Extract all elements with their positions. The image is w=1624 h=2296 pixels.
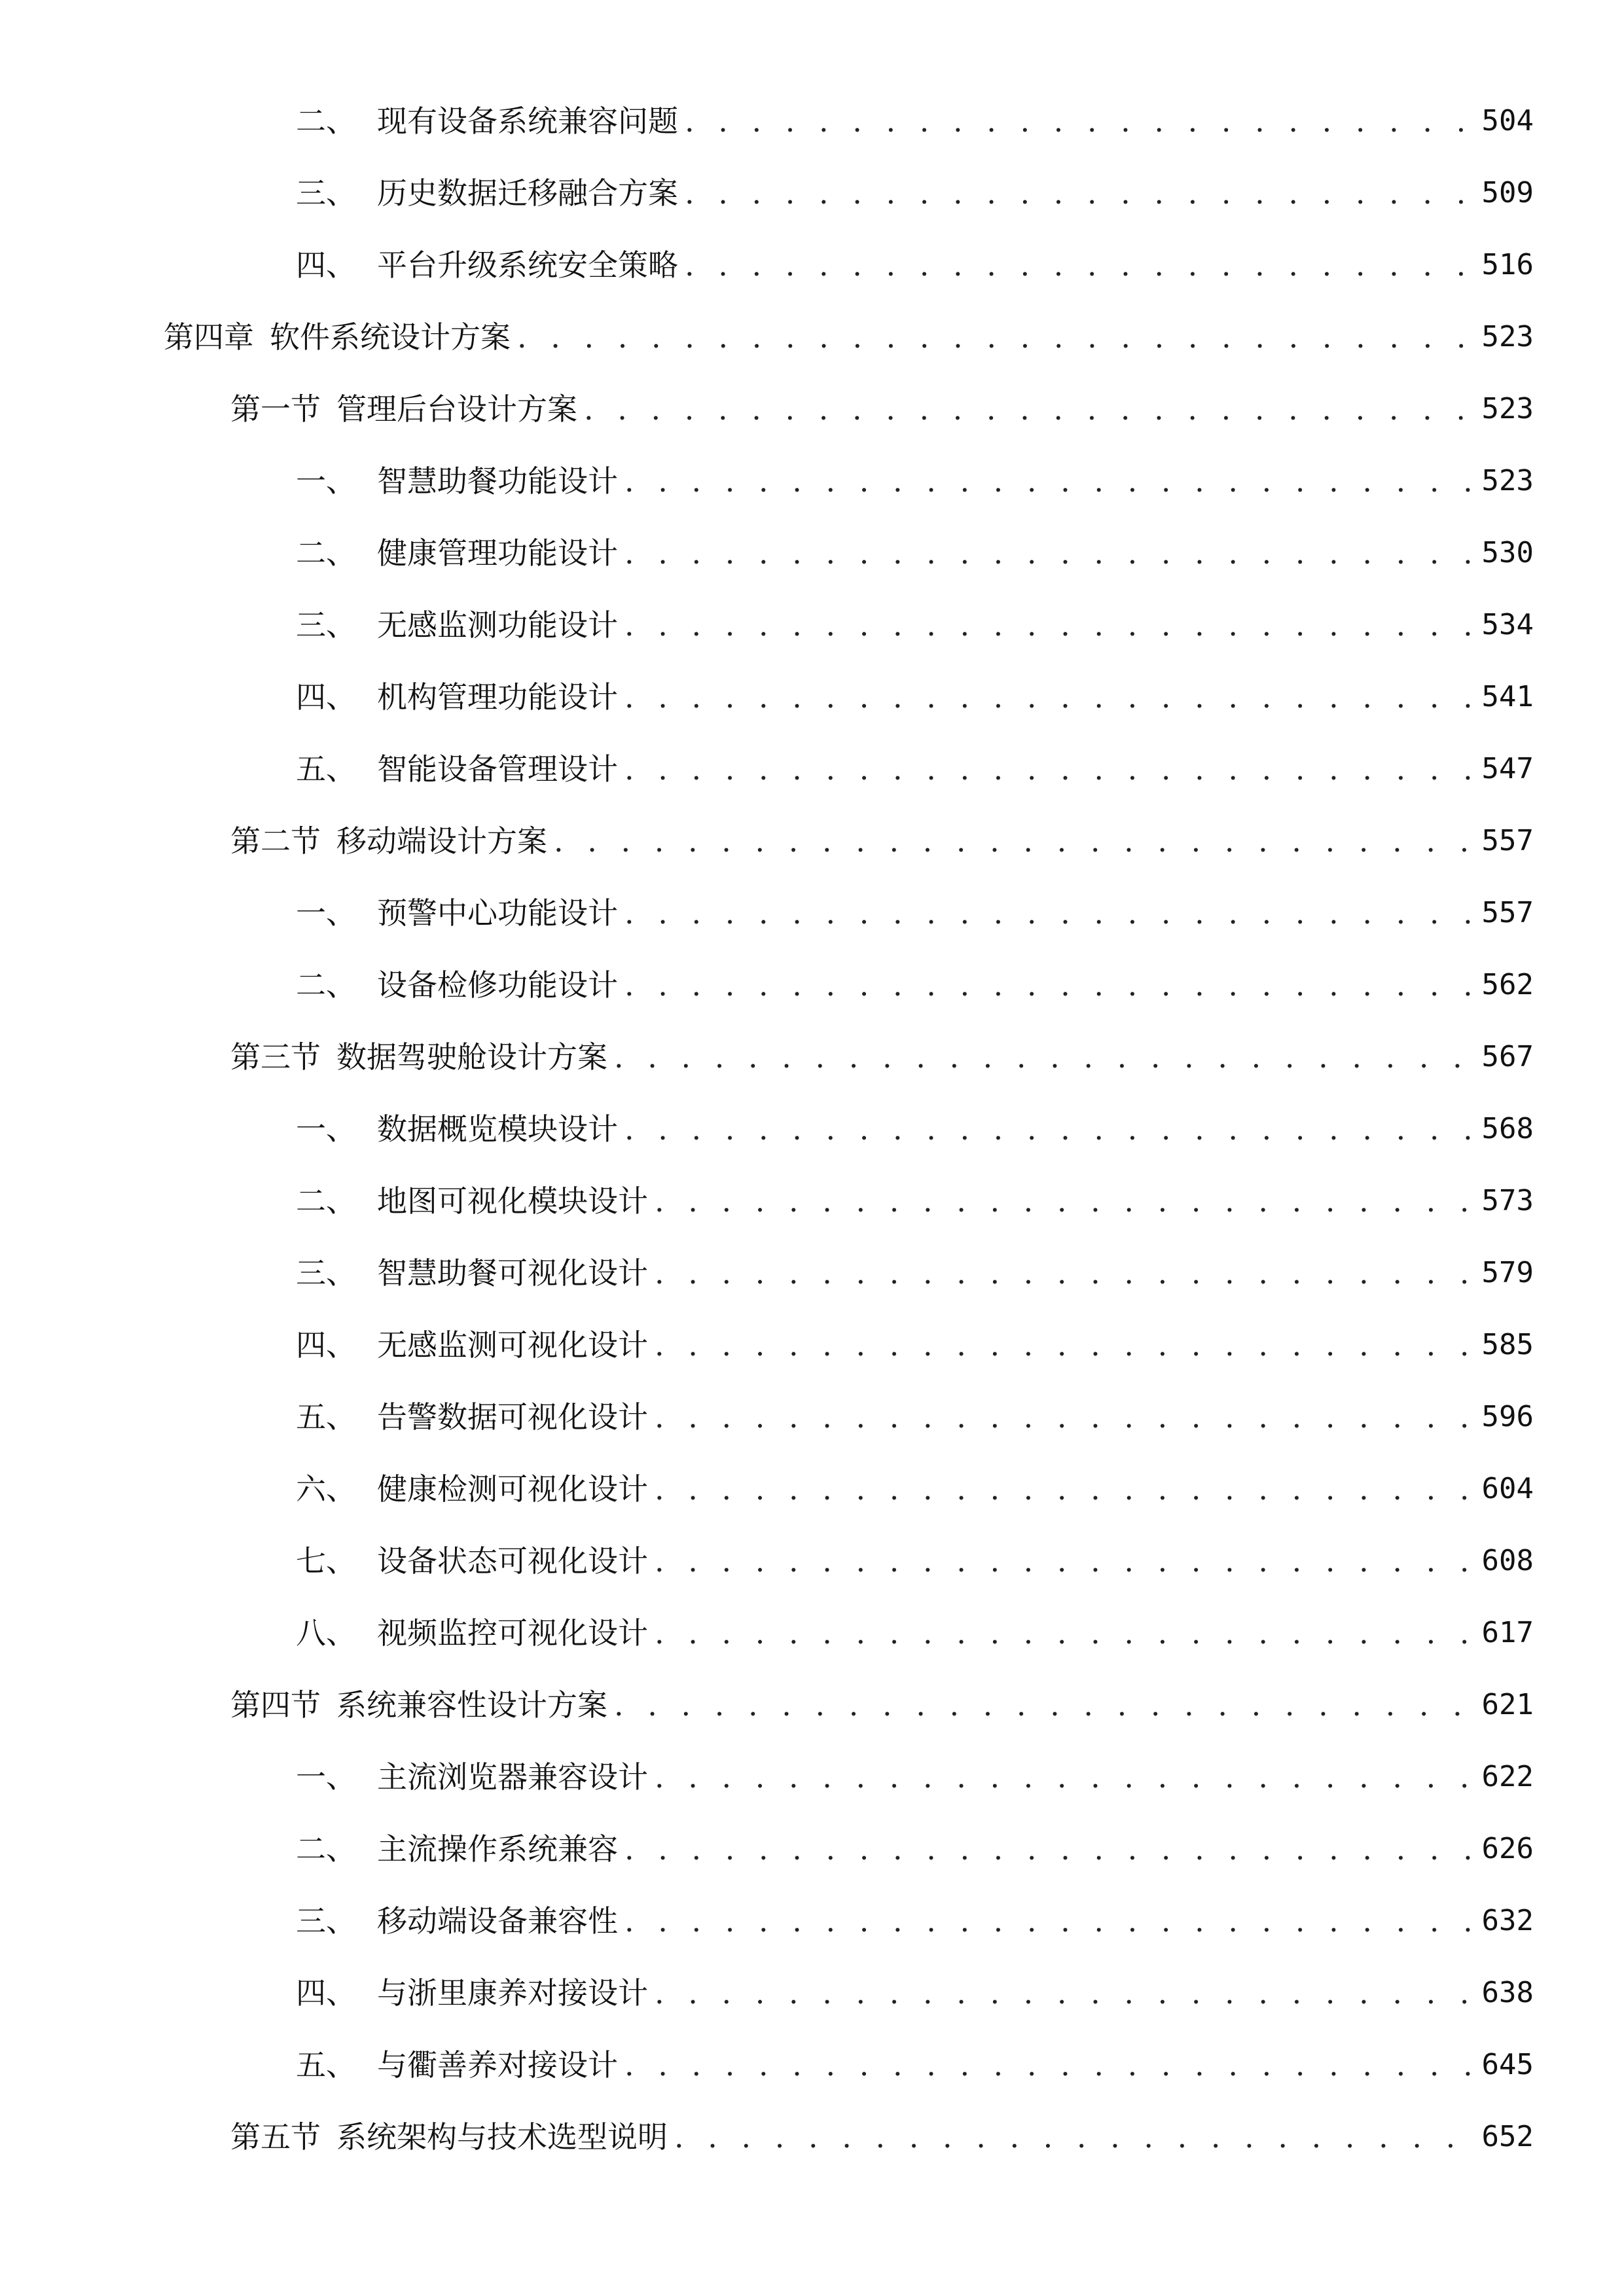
toc-entry-title: 历史数据迁移融合方案 bbox=[377, 175, 678, 211]
toc-entry-title: 管理后台设计方案 bbox=[336, 391, 577, 427]
toc-entry[interactable] bbox=[296, 2029, 1534, 2101]
dot-leader bbox=[655, 1237, 1475, 1309]
toc-section-entry[interactable] bbox=[230, 2101, 1534, 2173]
toc-entry-number: 三、 bbox=[296, 607, 356, 643]
toc-entry[interactable] bbox=[296, 877, 1534, 949]
toc-entry-page: 579 bbox=[1481, 1256, 1534, 1289]
toc-entry-page: 562 bbox=[1481, 968, 1534, 1001]
toc-entry-page: 523 bbox=[1481, 320, 1534, 353]
toc-entry[interactable] bbox=[296, 949, 1534, 1021]
toc-entry-title: 数据驾驶舱设计方案 bbox=[336, 1039, 607, 1075]
dot-leader bbox=[624, 733, 1475, 805]
toc-entry[interactable] bbox=[296, 445, 1534, 517]
dot-leader bbox=[624, 1093, 1475, 1165]
toc-entry-title: 健康管理功能设计 bbox=[377, 535, 618, 571]
toc-entry[interactable] bbox=[296, 733, 1534, 805]
dot-leader bbox=[655, 1309, 1475, 1381]
toc-entry[interactable] bbox=[296, 85, 1534, 157]
dot-leader bbox=[624, 949, 1475, 1021]
toc-entry-number: 一、 bbox=[296, 895, 356, 931]
toc-entry-title: 数据概览模块设计 bbox=[377, 1111, 618, 1147]
toc-entry-page: 547 bbox=[1481, 752, 1534, 785]
dot-leader bbox=[517, 301, 1475, 373]
toc-entry-number: 一、 bbox=[296, 1111, 356, 1147]
toc-entry-page: 504 bbox=[1481, 104, 1534, 137]
toc-entry-title: 主流操作系统兼容 bbox=[377, 1831, 618, 1867]
toc-entry-page: 557 bbox=[1481, 824, 1534, 857]
toc-entry-number: 四、 bbox=[296, 679, 356, 715]
toc-entry-number: 二、 bbox=[296, 1831, 356, 1867]
toc-entry[interactable] bbox=[296, 1741, 1534, 1813]
toc-entry-page: 567 bbox=[1481, 1040, 1534, 1073]
dot-leader bbox=[655, 1453, 1475, 1525]
dot-leader bbox=[584, 373, 1475, 445]
toc-entry[interactable] bbox=[296, 1813, 1534, 1885]
toc-entry-title: 系统兼容性设计方案 bbox=[336, 1687, 607, 1723]
toc-entry-number: 三、 bbox=[296, 1255, 356, 1291]
dot-leader bbox=[685, 85, 1475, 157]
toc-entry-number: 六、 bbox=[296, 1471, 356, 1507]
toc-entry[interactable] bbox=[296, 1597, 1534, 1669]
toc-entry-page: 523 bbox=[1481, 464, 1534, 497]
dot-leader bbox=[624, 1885, 1475, 1957]
toc-entry-number: 第一节 bbox=[230, 391, 321, 427]
toc-entry-page: 645 bbox=[1481, 2048, 1534, 2081]
toc-entry-page: 523 bbox=[1481, 392, 1534, 425]
toc-entry[interactable] bbox=[296, 1093, 1534, 1165]
dot-leader bbox=[655, 1525, 1475, 1597]
toc-entry[interactable] bbox=[296, 1525, 1534, 1597]
dot-leader bbox=[624, 445, 1475, 517]
toc-section-entry[interactable] bbox=[230, 1669, 1534, 1741]
toc-entry-title: 智慧助餐可视化设计 bbox=[377, 1255, 648, 1291]
toc-entry[interactable] bbox=[296, 1885, 1534, 1957]
toc-entry[interactable] bbox=[296, 1309, 1534, 1381]
toc-entry-number: 二、 bbox=[296, 967, 356, 1003]
toc-entry-number: 第五节 bbox=[230, 2119, 321, 2155]
toc-entry-title: 无感监测功能设计 bbox=[377, 607, 618, 643]
dot-leader bbox=[554, 805, 1475, 877]
toc-entry-title: 无感监测可视化设计 bbox=[377, 1327, 648, 1363]
toc-entry-title: 地图可视化模块设计 bbox=[377, 1183, 648, 1219]
toc-chapter-entry[interactable] bbox=[164, 301, 1534, 373]
toc-entry[interactable] bbox=[296, 661, 1534, 733]
toc-entry-number: 四、 bbox=[296, 1975, 356, 2011]
toc-section-entry[interactable] bbox=[230, 1021, 1534, 1093]
toc-entry-page: 638 bbox=[1481, 1976, 1534, 2009]
toc-entry-title: 设备检修功能设计 bbox=[377, 967, 618, 1003]
toc-entry-title: 设备状态可视化设计 bbox=[377, 1543, 648, 1579]
toc-entry-title: 智慧助餐功能设计 bbox=[377, 463, 618, 499]
toc-entry-page: 573 bbox=[1481, 1184, 1534, 1217]
dot-leader bbox=[655, 1957, 1475, 2029]
toc-entry-title: 移动端设计方案 bbox=[336, 823, 547, 859]
toc-entry-page: 617 bbox=[1481, 1616, 1534, 1649]
toc-entry-number: 三、 bbox=[296, 175, 356, 211]
toc-entry-number: 第四章 bbox=[164, 319, 254, 355]
toc-entry[interactable] bbox=[296, 229, 1534, 301]
toc-entry-title: 健康检测可视化设计 bbox=[377, 1471, 648, 1507]
toc-entry-page: 632 bbox=[1481, 1904, 1534, 1937]
toc-entry-number: 二、 bbox=[296, 103, 356, 139]
toc-entry-number: 五、 bbox=[296, 2047, 356, 2083]
toc-entry-number: 四、 bbox=[296, 247, 356, 283]
toc-entry-title: 预警中心功能设计 bbox=[377, 895, 618, 931]
toc-entry-title: 主流浏览器兼容设计 bbox=[377, 1759, 648, 1795]
toc-entry[interactable] bbox=[296, 1957, 1534, 2029]
dot-leader bbox=[674, 2101, 1475, 2173]
toc-entry-number: 第二节 bbox=[230, 823, 321, 859]
toc-entry-number: 七、 bbox=[296, 1543, 356, 1579]
toc-entry-page: 622 bbox=[1481, 1760, 1534, 1793]
toc-section-entry[interactable] bbox=[230, 373, 1534, 445]
toc-entry-page: 516 bbox=[1481, 248, 1534, 281]
dot-leader bbox=[624, 2029, 1475, 2101]
toc-entry-number: 二、 bbox=[296, 1183, 356, 1219]
dot-leader bbox=[685, 229, 1475, 301]
toc-entry-page: 568 bbox=[1481, 1112, 1534, 1145]
toc-entry-title: 告警数据可视化设计 bbox=[377, 1399, 648, 1435]
dot-leader bbox=[655, 1381, 1475, 1453]
toc-entry-title: 系统架构与技术选型说明 bbox=[336, 2119, 668, 2155]
toc-entry-page: 557 bbox=[1481, 896, 1534, 929]
toc-entry-title: 视频监控可视化设计 bbox=[377, 1615, 648, 1651]
toc-entry-page: 652 bbox=[1481, 2120, 1534, 2153]
toc-entry-number: 五、 bbox=[296, 751, 356, 787]
dot-leader bbox=[614, 1669, 1475, 1741]
dot-leader bbox=[614, 1021, 1475, 1093]
dot-leader bbox=[624, 589, 1475, 661]
toc-entry[interactable] bbox=[296, 589, 1534, 661]
toc-entry-number: 第三节 bbox=[230, 1039, 321, 1075]
toc-entry-page: 608 bbox=[1481, 1544, 1534, 1577]
toc-entry-page: 585 bbox=[1481, 1328, 1534, 1361]
toc-entry[interactable] bbox=[296, 1237, 1534, 1309]
toc-entry-page: 530 bbox=[1481, 536, 1534, 569]
toc-entry-page: 596 bbox=[1481, 1400, 1534, 1433]
toc-entry-page: 534 bbox=[1481, 608, 1534, 641]
dot-leader bbox=[624, 1813, 1475, 1885]
toc-entry-page: 621 bbox=[1481, 1688, 1534, 1721]
toc-entry-number: 第四节 bbox=[230, 1687, 321, 1723]
toc-entry-title: 与浙里康养对接设计 bbox=[377, 1975, 648, 2011]
toc-entry-title: 平台升级系统安全策略 bbox=[377, 247, 678, 283]
toc-entry-title: 软件系统设计方案 bbox=[270, 319, 511, 355]
toc-entry-number: 一、 bbox=[296, 1759, 356, 1795]
toc-entry-number: 二、 bbox=[296, 535, 356, 571]
toc-section-entry[interactable] bbox=[230, 805, 1534, 877]
toc-entry[interactable] bbox=[296, 157, 1534, 229]
toc-entry-page: 541 bbox=[1481, 680, 1534, 713]
toc-entry-number: 八、 bbox=[296, 1615, 356, 1651]
dot-leader bbox=[685, 157, 1475, 229]
toc-entry[interactable] bbox=[296, 1381, 1534, 1453]
dot-leader bbox=[624, 661, 1475, 733]
dot-leader bbox=[655, 1741, 1475, 1813]
toc-entry[interactable] bbox=[296, 517, 1534, 589]
toc-entry-page: 604 bbox=[1481, 1472, 1534, 1505]
dot-leader bbox=[624, 877, 1475, 949]
dot-leader bbox=[655, 1597, 1475, 1669]
toc-entry-title: 与衢善养对接设计 bbox=[377, 2047, 618, 2083]
toc-entry-number: 三、 bbox=[296, 1903, 356, 1939]
toc-entry[interactable] bbox=[296, 1165, 1534, 1237]
toc-entry-page: 509 bbox=[1481, 176, 1534, 209]
toc-entry-number: 四、 bbox=[296, 1327, 356, 1363]
toc-entry-number: 五、 bbox=[296, 1399, 356, 1435]
dot-leader bbox=[624, 517, 1475, 589]
toc-entry-title: 移动端设备兼容性 bbox=[377, 1903, 618, 1939]
toc-entry-page: 626 bbox=[1481, 1832, 1534, 1865]
dot-leader bbox=[655, 1165, 1475, 1237]
toc-entry-number: 一、 bbox=[296, 463, 356, 499]
toc-entry-title: 现有设备系统兼容问题 bbox=[377, 103, 678, 139]
toc-entry[interactable] bbox=[296, 1453, 1534, 1525]
toc-entry-title: 智能设备管理设计 bbox=[377, 751, 618, 787]
toc-entry-title: 机构管理功能设计 bbox=[377, 679, 618, 715]
